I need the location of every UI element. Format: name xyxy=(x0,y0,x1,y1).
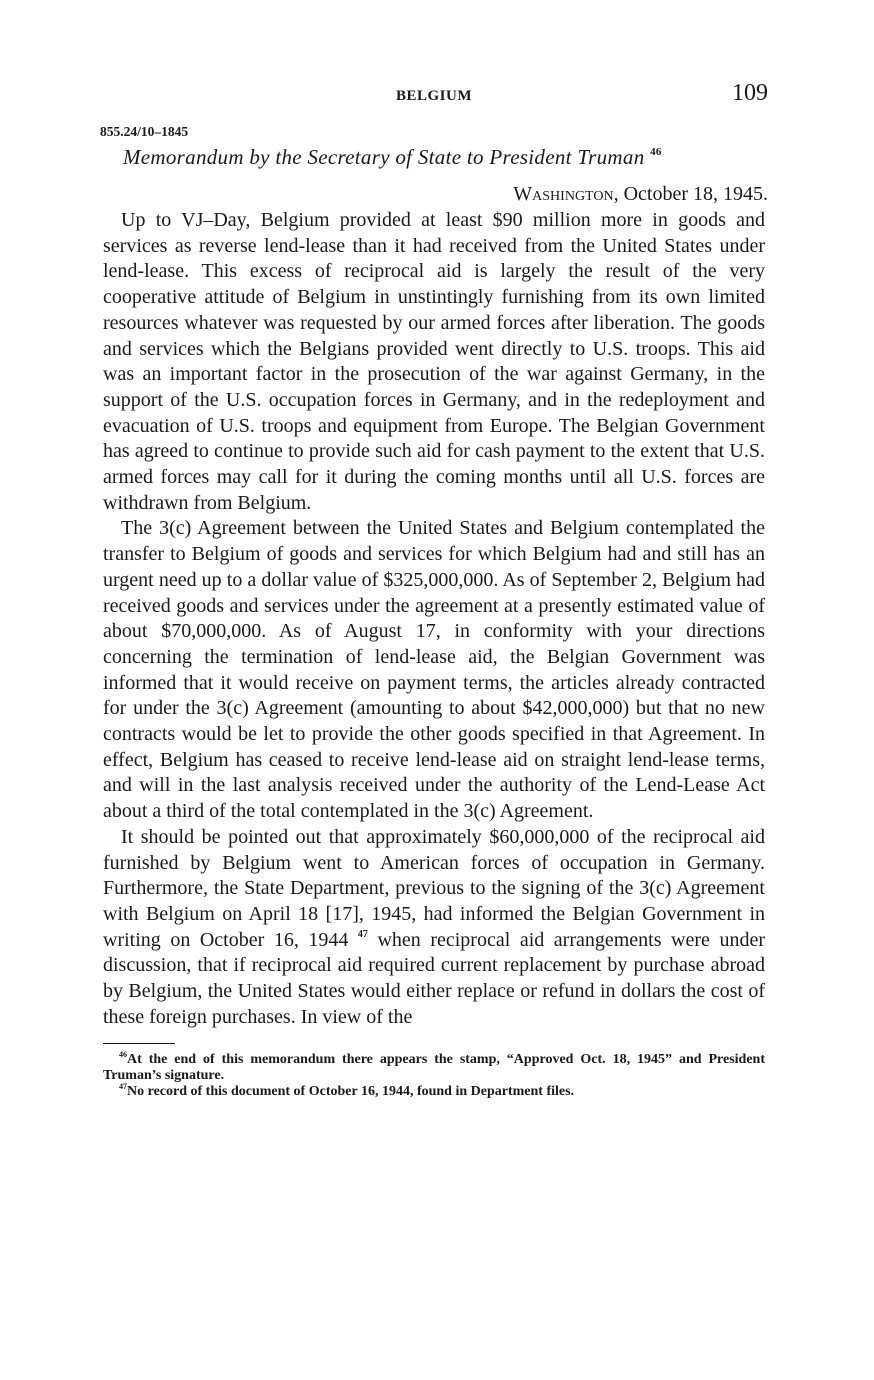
file-number: 855.24/10–1845 xyxy=(100,124,189,139)
running-head xyxy=(103,80,768,112)
body-paragraph-1: Up to VJ–Day, Belgium provided at least $90 million more in goods and services as reverse lend-lease than it had received from the United States under lend-lease. This excess of reciprocal aid is largely the result of the very cooperative attitude of Belgium in unstintingly furnishing from its own limited resources whatever was requested by our armed forces after liberation. The goods and services which the Belgians provided went directly to U.S. troops. This aid was an important factor in the prosecution of the war against Germany, in the support of the U.S. occupation forces in Germany, and in the redeployment and evacuation of U.S. troops and equipment from Europe. The Belgian Government has agreed to continue to provide such aid for cash payment to the extent that U.S. armed forces may call for it during the coming months until all U.S. forces are withdrawn from Belgium. xyxy=(103,209,765,514)
body-paragraph-3 xyxy=(103,825,765,1031)
footnote-text: At the end of this memorandum there appears the stamp, “Approved Oct. 18, 1945” and President Truman’s signature. xyxy=(103,1051,765,1083)
footnotes xyxy=(103,1049,765,1100)
dateline-date: , October 18, 1945. xyxy=(613,183,768,205)
body-paragraph-3-part-2: when reciprocal aid arrangements were under discussion, that if reciprocal aid required current replacement by purchase abroad by Belgium, the United States would either replace or refund in dollars the cost of these foreign purchases. In view of the xyxy=(103,928,766,1028)
body-paragraph-3-part-1: It should be pointed out that approximately $60,000,000 of the reciprocal aid furnished by Belgium went to American forces of occupation in Germany. Furthermore, the State Department, previous to the signing of the 3(c) Agreement with Belgium on April 18 [17], 1945, had informed the Belgian Government in writing on October 16, 1944 xyxy=(103,825,765,951)
footnote-divider xyxy=(103,1043,175,1044)
dateline xyxy=(103,183,768,206)
body-paragraph-2: The 3(c) Agreement between the United States and Belgium contemplated the transfer to Belgium of goods and services for which Belgium had and still has an urgent need up to a dollar value of $325,000,000. As of September 2, Belgium had received goods and services under the agreement at a presently estimated value of about $70,000,000. As of August 17, in conformity with your directions concerning the termination of lend-lease aid, the Belgian Government was informed that it would receive on payment terms, the articles already contracted for under the 3(c) Agreement (amounting to about $42,000,000) but that no new contracts would be let to provide the other goods specified in that Agreement. In effect, Belgium has ceased to receive lend-lease aid on straight lend-lease terms, and will in the last analysis received under the authority of the Lend-Lease Act about a third of the total contemplated in the 3(c) Agreement. xyxy=(103,517,765,823)
footnote-marker: 47 xyxy=(119,1081,127,1091)
footnote-47 xyxy=(103,1081,765,1100)
dateline-place: Washington xyxy=(513,183,614,205)
document-title-text: Memorandum by the Secretary of State to President Truman xyxy=(123,145,645,169)
footnote-ref-46: 46 xyxy=(650,146,662,158)
footnote-46 xyxy=(103,1049,765,1084)
footnote-text: No record of this document of October 16, 1944, found in Department files. xyxy=(127,1083,575,1099)
page-number: 109 xyxy=(732,80,768,106)
document-title xyxy=(123,145,765,170)
running-title: BELGIUM xyxy=(395,88,472,104)
footnote-marker: 46 xyxy=(119,1049,127,1059)
footnote-ref-47: 47 xyxy=(357,928,368,940)
document-page xyxy=(100,80,768,1100)
